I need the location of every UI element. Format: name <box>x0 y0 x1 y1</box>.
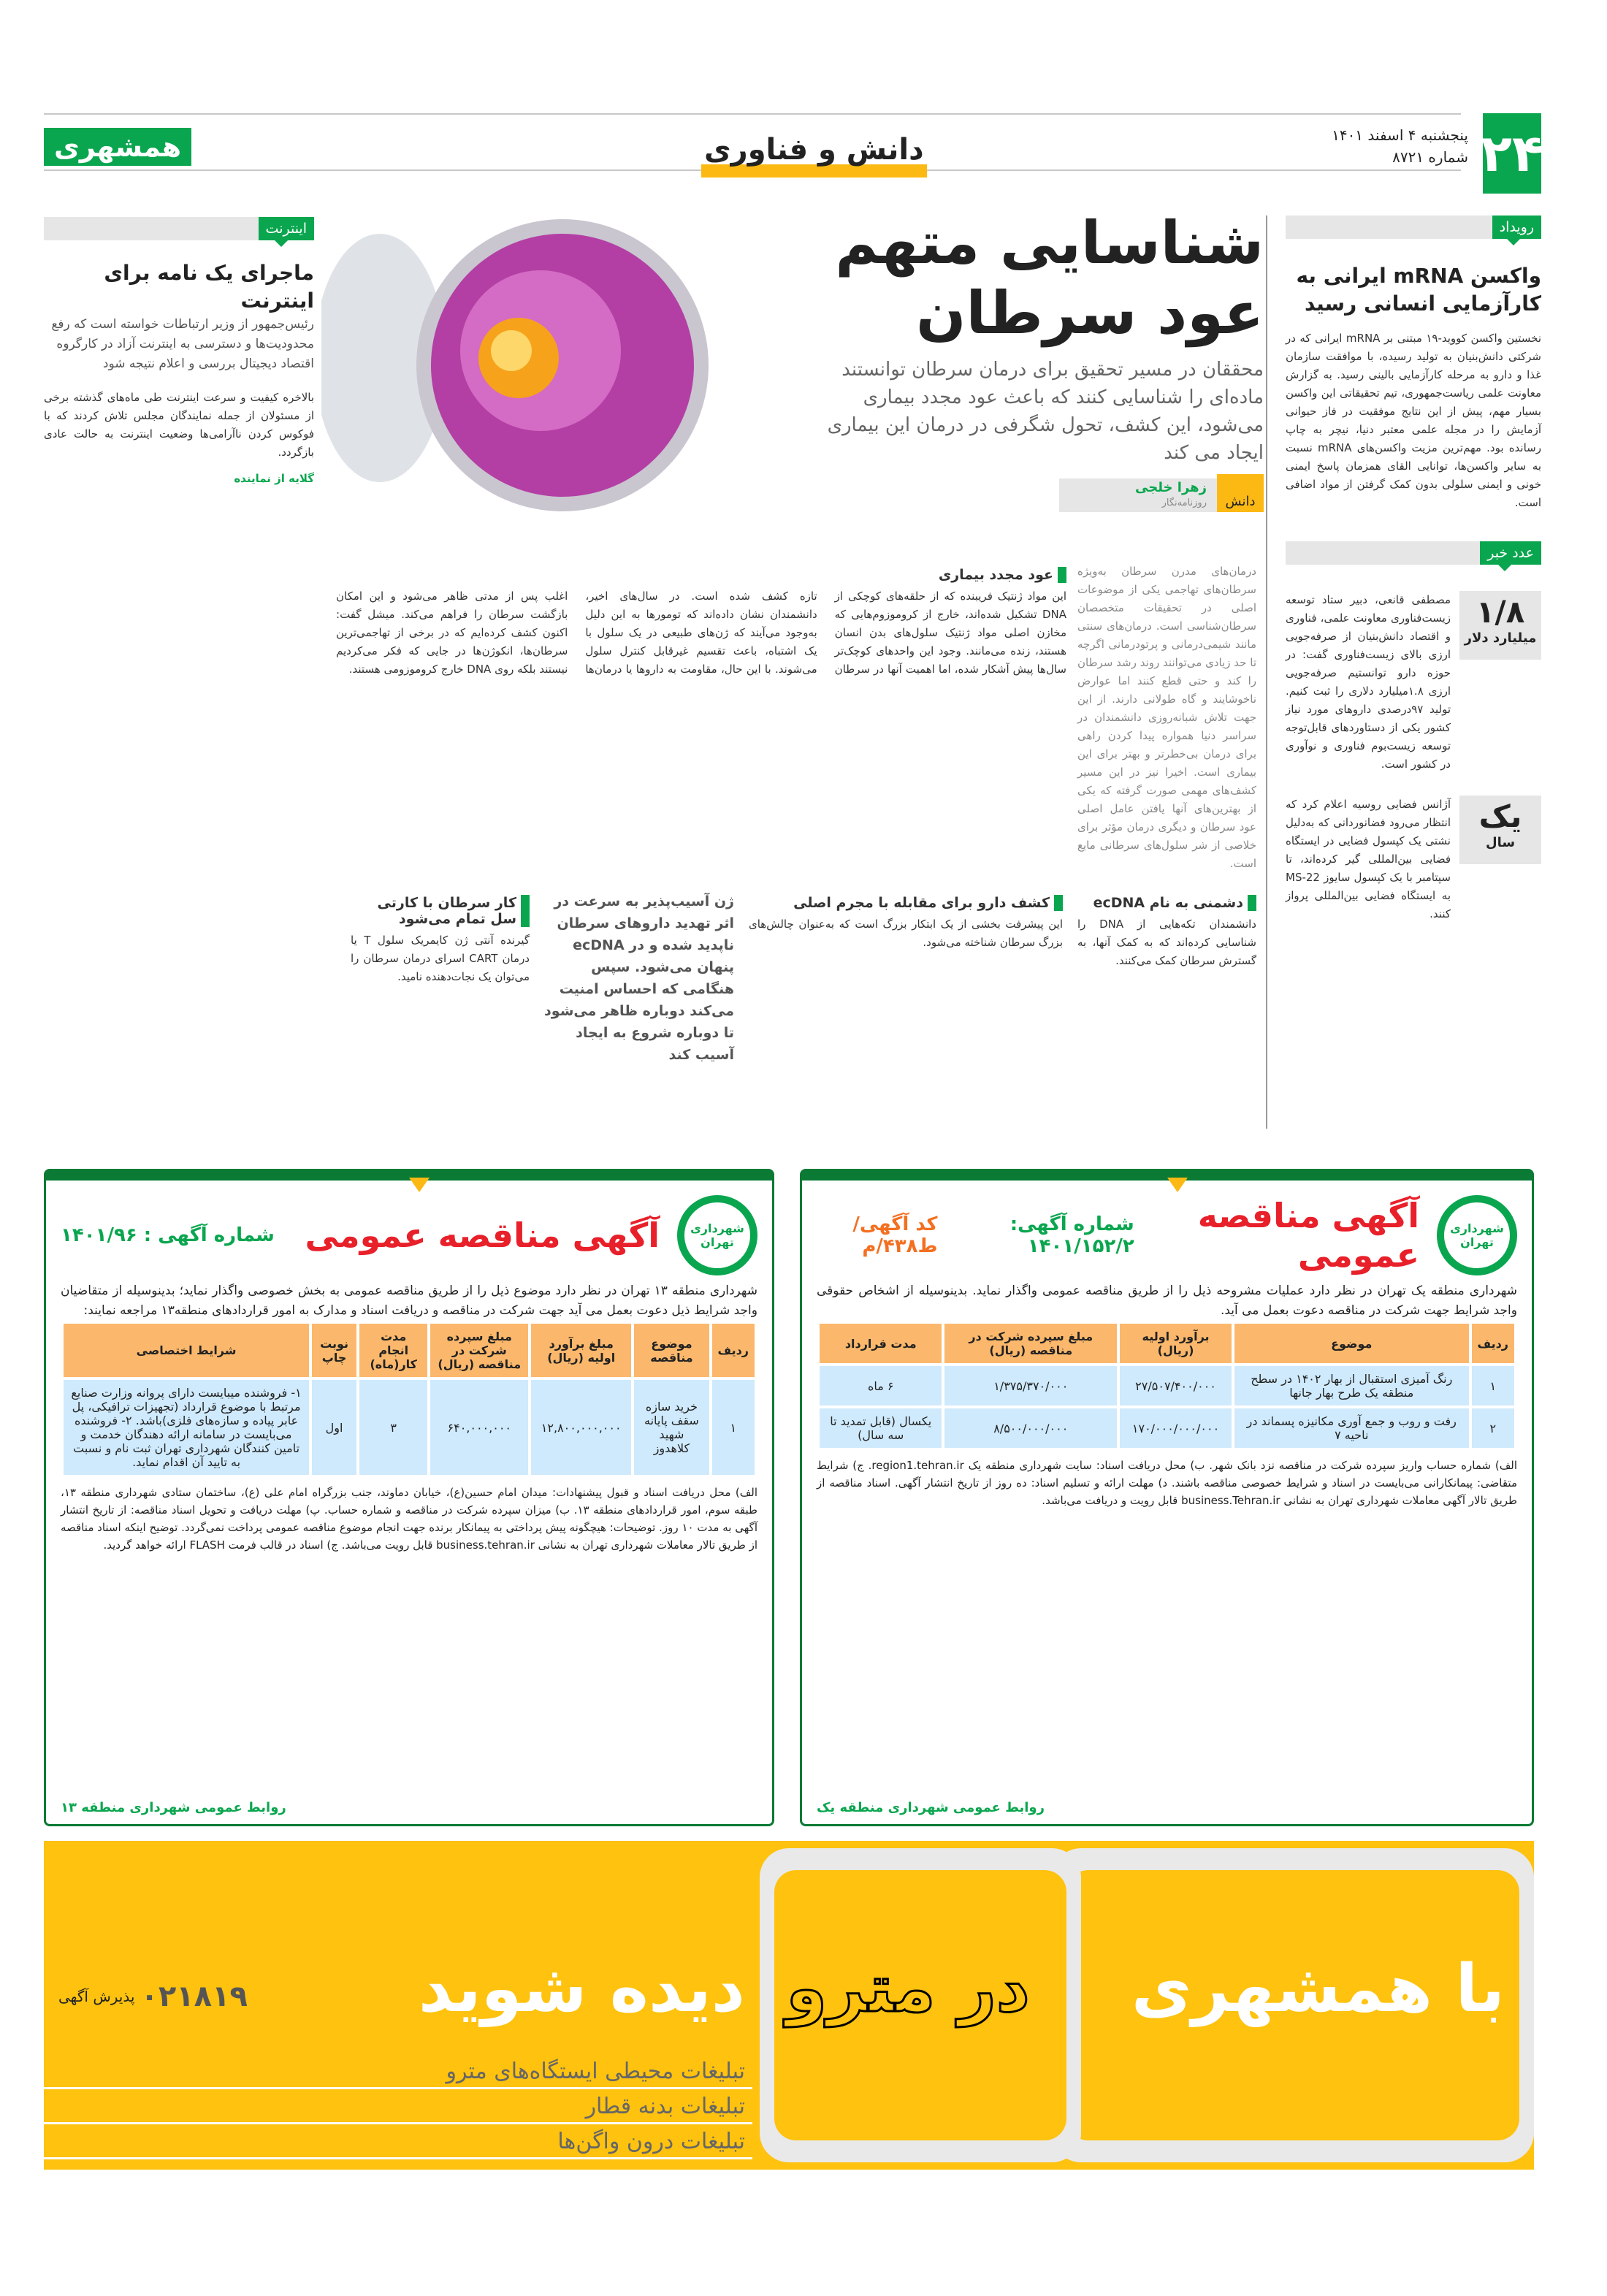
banner-item: تبلیغات محیطی ایستگاه‌های مترو <box>44 2057 752 2089</box>
table-cell: ۱/۳۷۵/۳۷۰/۰۰۰ <box>944 1366 1117 1406</box>
banner-item: تبلیغات درون واگن‌ها <box>44 2127 752 2159</box>
subhead-drug: کشف دارو برای مقابله با مجرم اصلی <box>749 895 1063 911</box>
table-cell: خرید سازه سقف پایانه شهید کلاهدوز <box>634 1380 709 1475</box>
number-text: مصطفی قانعی، دبیر ستاد توسعه زیست‌فناوری معاونت علمی، فناوری و اقتصاد دانش‌بنیان از صرفه‌جویی ارزی بالای زیست‌فناوری گفت: در حوزه دارو توانستیم صرفه‌جویی ارزی ۱.۸میلیارد دلاری را ثبت کنیم. تولید ۹۷درصدی داروهای مورد نیاز کشور یکی از دستاوردهای قابل‌توجه توسعه زیست‌بوم فناوری و نوآوری در کشور است. <box>1286 593 1451 771</box>
internet-tag: اینترنت <box>259 217 314 240</box>
pullquote: ژن آسیب‌پذیر به سرعت در اثر تهدید داروهای سرطان ناپدید شده و در ecDNA پنهان می‌شود. سپس هنگامی که احساس امنیت می‌کند دوباره ظاهر می‌شود تا دوباره شروع به ایجاد آسیب کند <box>544 893 734 1063</box>
table-row <box>820 1408 1514 1448</box>
table-header: نوبت چاپ <box>312 1324 356 1377</box>
table-cell: رفت و روب و جمع آوری مکانیزه پسماند در ناحیه ۷ <box>1234 1408 1469 1448</box>
number-unit: سال <box>1485 835 1516 850</box>
number-item <box>1286 796 1541 923</box>
main-body-bottom <box>336 890 1256 1066</box>
section-text: گیرنده آنتی ژن کایمریک سلول T یا درمان CART اسرای درمان سرطان را می‌توان یک نجات‌دهنده نامید. <box>351 934 530 983</box>
tender-table <box>61 1321 757 1478</box>
table-cell: ۱۲,۸۰۰,۰۰۰,۰۰۰ <box>531 1380 631 1475</box>
ad-number: شماره آگهی : ۱۴۰۱/۹۶ <box>61 1224 275 1246</box>
author-role: روزنامه‌نگار <box>1161 497 1207 508</box>
table-cell: ۱ <box>1472 1366 1514 1406</box>
table-cell: ۶۴۰,۰۰۰,۰۰۰ <box>430 1380 528 1475</box>
banner-brand: با همشهری <box>1131 1950 1505 2027</box>
date-text: پنجشنبه ۴ اسفند ۱۴۰۱ <box>1332 126 1468 144</box>
section-relapse-text: این مواد ژنتیک فریبنده که از حلقه‌های کوچکی از DNA تشکیل شده‌اند، خارج از کروموزوم‌هایی که مخازن اصلی مواد ژنتیک سلول‌های بدن انسان هستند، زنده می‌مانند. وجود این واحدهای کوچک‌تر سال‌ها پیش آشکار شده، اما اهمیت آنها در سرطان تازه کشف شده است. در سال‌های اخیر، دانشمندان نشان داده‌اند که تومورها به این دلیل به‌وجود می‌آیند که ژن‌های طبیعی در یک سلول با یک اشتباه، باعث تقسیم غیرقابل کنترل سلول می‌شوند. با این حال، مقاومت به داروها یا درمان‌ها اغلب پس از مدتی ظاهر می‌شود و این امکان بازگشت سرطان را فراهم می‌کند. میشل گفت: اکنون کشف کرده‌ایم که در برخی از تهاجمی‌ترین سرطان‌ها، انکوژن‌ها در جایی که فکر می‌کردیم نیستند بلکه روی DNA خارج کروموزومی هستند. <box>336 590 1066 676</box>
table-cell: ۱- فروشنده میبایست دارای پروانه وزارت صنایع مرتبط با موضوع قرارداد (تجهیزات ترافیکی، پل عابر پیاده و سازه‌های فلزی)باشد. ۲- فروشنده می‌بایست در سامانه ارائه دهندگان خدمت و تامین کنندگان شهرداری تهران ثبت نام و نسبت به تایید آن اقدام نماید. <box>64 1380 309 1475</box>
table-cell: اول <box>312 1380 356 1475</box>
tehran-municipality-emblem: شهرداری تهران <box>677 1195 757 1275</box>
internet-body: بالاخره کیفیت و سرعت اینترنت طی ماه‌های گذشته برخی از مسئولان از جمله نمایندگان مجلس تلاش کردند که با فوکوس کردن ناآرامی‌ها وضعیت اینترنت به حالت عادی بازگردد. <box>44 391 314 459</box>
table-header: برآورد اولیه (ریال) <box>1120 1324 1232 1363</box>
table-header: موضوع <box>1234 1324 1469 1363</box>
main-lead: محققان در مسیر تحقیق برای درمان سرطان توانستند ماده‌ای را شناسایی کنند که باعث عود مجدد بیماری می‌شود، این کشف، تحول شگرفی در درمان این بیماری ایجاد می کند <box>827 359 1264 464</box>
event-body: نخستین واکسن کووید-۱۹ مبتنی بر mRNA ایرانی که در شرکتی دانش‌بنیان به تولید رسیده، با موافقت سازمان غذا و دارو به مرحله کارآزمایی بالینی رسید. به گزارش معاونت علمی ریاست‌جمهوری، تیم تحقیقاتی این واکسن بسیار مهم، پیش از این نتایج موفقیت در فاز حیوانی آزمایش را در مجله علمی معتبر دنیا، نیچر به چاپ رسانده بود. مهم‌ترین مزیت واکسن‌های mRNA نسبت به سایر واکسن‌ها، توانایی القای همزمان پاسخ ایمنی خونی و ایمنی سلولی بدون کمک گرفتن از مواد اضافی است. <box>1286 332 1542 509</box>
number-value: یک <box>1478 798 1522 834</box>
banner-metro: در مترو <box>786 1950 1030 2027</box>
page-number: ۲۴ <box>1483 113 1541 194</box>
main-body <box>336 562 1256 1066</box>
tender-ad-region13 <box>44 1169 774 1826</box>
ad-number: شماره آگهی: ۱۴۰۱/۱۵۲/۲ <box>1009 1213 1134 1257</box>
number-unit: میلیارد دلار <box>1464 630 1537 646</box>
ad-conditions: الف) شماره حساب واریز سپرده شرکت در مناقصه نزد بانک شهر. ب) محل دریافت اسناد: سایت شهرداری منطقه یک region1.tehran.ir. ج) شرایط متقاضی: پیمانکارانی می‌بایست در اسناد و شرایط خصوصی مناقصه باشند. د) مهلت ارائه و تسلیم اسناد: ده روز از تاریخ انتشار آگهی. اسناد مناقصه از طریق تالار آگهی معاملات شهرداری تهران به نشانی business.Tehran.ir قابل رویت و دریافت می‌باشد. <box>817 1459 1518 1507</box>
tender-ad-region1 <box>800 1169 1534 1826</box>
table-row <box>64 1380 755 1475</box>
internet-title: ماجرای یک نامه برای اینترنت <box>104 261 314 313</box>
ad-intro: شهرداری منطقه ۱۳ تهران در نظر دارد موضوع ذیل را از طریق مناقصه عمومی به بخش خصوصی واگذار نماید؛ بدینوسیله از متقاضیان واجد شرایط ذیل دعوت بعمل می آید جهت شرکت در مناقصه و دریافت اسناد و مدارک به امور قراردادهای منطقه۱۳ مراجعه نمایند: <box>61 1284 757 1318</box>
table-header: شرایط اختصاصی <box>64 1324 309 1377</box>
table-header: مدت انجام کار(ماه) <box>359 1324 428 1377</box>
section-title: دانش و فناوری <box>701 135 927 178</box>
metro-ad-banner <box>44 1841 1534 2170</box>
table-header: ردیف <box>1472 1324 1514 1363</box>
byline-tag: دانش <box>1217 474 1264 512</box>
ad-footer: روابط عمومی شهرداری منطقه یک <box>817 1800 1045 1815</box>
table-header: مبلغ سپرده شرکت در مناقصه (ریال) <box>430 1324 528 1377</box>
main-intro: درمان‌های مدرن سرطان به‌ویژه سرطان‌های تهاجمی یکی از موضوعات اصلی در تحقیقات متخصصان سرطان‌شناسی است. درمان‌های سنتی مانند شیمی‌درمانی و پرتودرمانی اگرچه تا حد زیادی می‌توانند روند رشد سرطان را کند و حتی قطع کنند اما عوارض ناخوشایند و گاه طولانی دارند. از این جهت تلاش شبانه‌روزی دانشمندان در سراسر دنیا همواره پیدا کردن راهی برای درمان بی‌خطرتر و بهتر برای این بیماری است. اخیرا نیز در این مسیر کشف‌های مهمی صورت گرفته که یکی از بهترین‌های آنها یافتن عامل اصلی عود سرطان و دیگری درمان مؤثر برای خلاصی از شر سلول‌های سرطانی مایع است. <box>1077 565 1256 870</box>
phone-number: ۰۲۱۸۱۹ <box>140 1980 248 2013</box>
logo: همشهری <box>44 128 191 166</box>
table-cell: ۱۷۰/۰۰۰/۰۰۰/۰۰۰ <box>1120 1408 1232 1448</box>
table-cell: ۱ <box>712 1380 755 1475</box>
internet-subhead: گلایه از نماینده <box>234 472 314 485</box>
internet-lead: رئیس‌جمهور از وزیر ارتباطات خواسته است که رفع محدودیت‌ها و دسترسی به اینترنت آزاد در کارگروه اقتصاد دیجیتال بررسی و اعلام نتیجه شود <box>51 317 314 371</box>
number-value: ۱/۸ <box>1476 594 1525 630</box>
tehran-municipality-emblem: شهرداری تهران <box>1437 1195 1517 1275</box>
ad-footer: روابط عمومی شهرداری منطقه ۱۳ <box>61 1800 286 1815</box>
ad-code: کد آگهی/ط۴۳۸/م <box>852 1213 938 1257</box>
banner-seen: دیده شوید <box>418 1950 745 2027</box>
number-text: آژانس فضایی روسیه اعلام کرد که انتظار می‌رود فضانوردانی که به‌دلیل نشتی یک کپسول فضایی در ایستگاه فضایی بین‌المللی گیر کرده‌اند، تا سپتامبر با یک کپسول سایوز MS-22 به ایستگاه فضایی بین‌المللی پرواز کنند. <box>1286 798 1451 920</box>
table-cell: ۸/۵۰۰/۰۰۰/۰۰۰ <box>944 1408 1117 1448</box>
main-headline: شناسایی متهم عود سرطان <box>835 209 1264 347</box>
table-cell: ۲۷/۵۰۷/۴۰۰/۰۰۰ <box>1120 1366 1232 1406</box>
table-cell: ۳ <box>359 1380 428 1475</box>
subhead-cart: کار سرطان با کارتی سل تمام می‌شود <box>351 895 530 927</box>
event-tag: رویداد <box>1492 216 1541 239</box>
section-text: دانشمندان تکه‌هایی از DNA را شناسایی کرده‌اند که به کمک آنها، به گسترش سرطان کمک می‌کنند. <box>1077 918 1256 967</box>
table-header: مبلغ برآورد اولیه (ریال) <box>531 1324 631 1377</box>
event-title: واکسن mRNA ایرانی به کارآزمایی انسانی رسید <box>1296 264 1541 316</box>
table-header: ردیف <box>712 1324 755 1377</box>
subhead-ecdna: دشمنی به نام ecDNA <box>1077 895 1256 911</box>
table-header: مدت قرارداد <box>820 1324 942 1363</box>
table-row <box>820 1366 1514 1406</box>
table-cell: رنگ آمیزی استقبال از بهار ۱۴۰۲ در سطح منطقه یک طرح بهار جانها <box>1234 1366 1469 1406</box>
banner-item: تبلیغات بدنه قطار <box>44 2092 752 2124</box>
author-name: زهرا خلجی <box>1135 480 1207 495</box>
table-header: مبلغ سپرده شرکت در مناقصه (ریال) <box>944 1324 1117 1363</box>
issue-date <box>1332 124 1468 168</box>
section-text: این پیشرفت بخشی از یک ابتکار بزرگ است که به‌عنوان چالش‌های بزرگ سرطان شناخته می‌شود. <box>749 918 1063 949</box>
ad-title: آگهی مناقصه عمومی <box>1197 1196 1419 1275</box>
number-item <box>1286 591 1541 774</box>
phone-label: پذیرش آگهی <box>58 1988 135 2005</box>
internet-column <box>44 217 314 485</box>
ad-title: آگهی مناقصه عمومی <box>305 1216 660 1255</box>
subhead-relapse: عود مجدد بیماری <box>336 567 1066 583</box>
table-header: موضوع مناقصه <box>634 1324 709 1377</box>
main-header <box>796 208 1264 512</box>
ad-conditions: الف) محل دریافت اسناد و قبول پیشنهادات: میدان امام حسین(ع)، خیابان دماوند، جنب بزرگراه امام علی (ع)، ساختمان ستادی شهرداری منطقه ۱۳، طبقه سوم، امور قراردادهای منطقه ۱۳. ب) میزان سپرده شرکت در مناقصه و شماره حساب. پ) مهلت دریافت و تحویل اسناد مناقصه: از تاریخ انتشار آگهی به مدت ۱۰ روز. توضیحات: هیچگونه پیش پرداختی به پیمانکار برنده جهت انجام موضوع مناقصه عمومی پرداخت نمی‌گردد. توضیح اینکه اسناد مناقصه از طریق تالار معاملات شهرداری تهران به نشانی business.tehran.ir قابل رویت می‌باشد. ج) اسناد در قالب فرمت FLASH ارائه خواهد گردید. <box>61 1486 757 1552</box>
tender-table <box>817 1321 1517 1451</box>
ad-intro: شهرداری منطقه یک تهران در نظر دارد عملیات مشروحه ذیل را از طریق مناقصه عمومی واگذار نماید. بدینوسیله از اشخاص حقوقی واجد شرایط جهت شرکت در مناقصه دعوت بعمل می آید. <box>817 1284 1517 1318</box>
cancer-cell-photo <box>321 212 760 548</box>
table-cell: یکسال (قابل تمدید تا سه سال) <box>820 1408 942 1448</box>
main-body-top <box>336 562 1256 873</box>
table-cell: ۲ <box>1472 1408 1514 1448</box>
byline <box>1059 478 1264 512</box>
issue-number: شماره ۸۷۲۱ <box>1392 148 1468 166</box>
event-column <box>1286 216 1541 923</box>
table-cell: ۶ ماه <box>820 1366 942 1406</box>
numbers-tag: عدد خبر <box>1480 541 1541 565</box>
